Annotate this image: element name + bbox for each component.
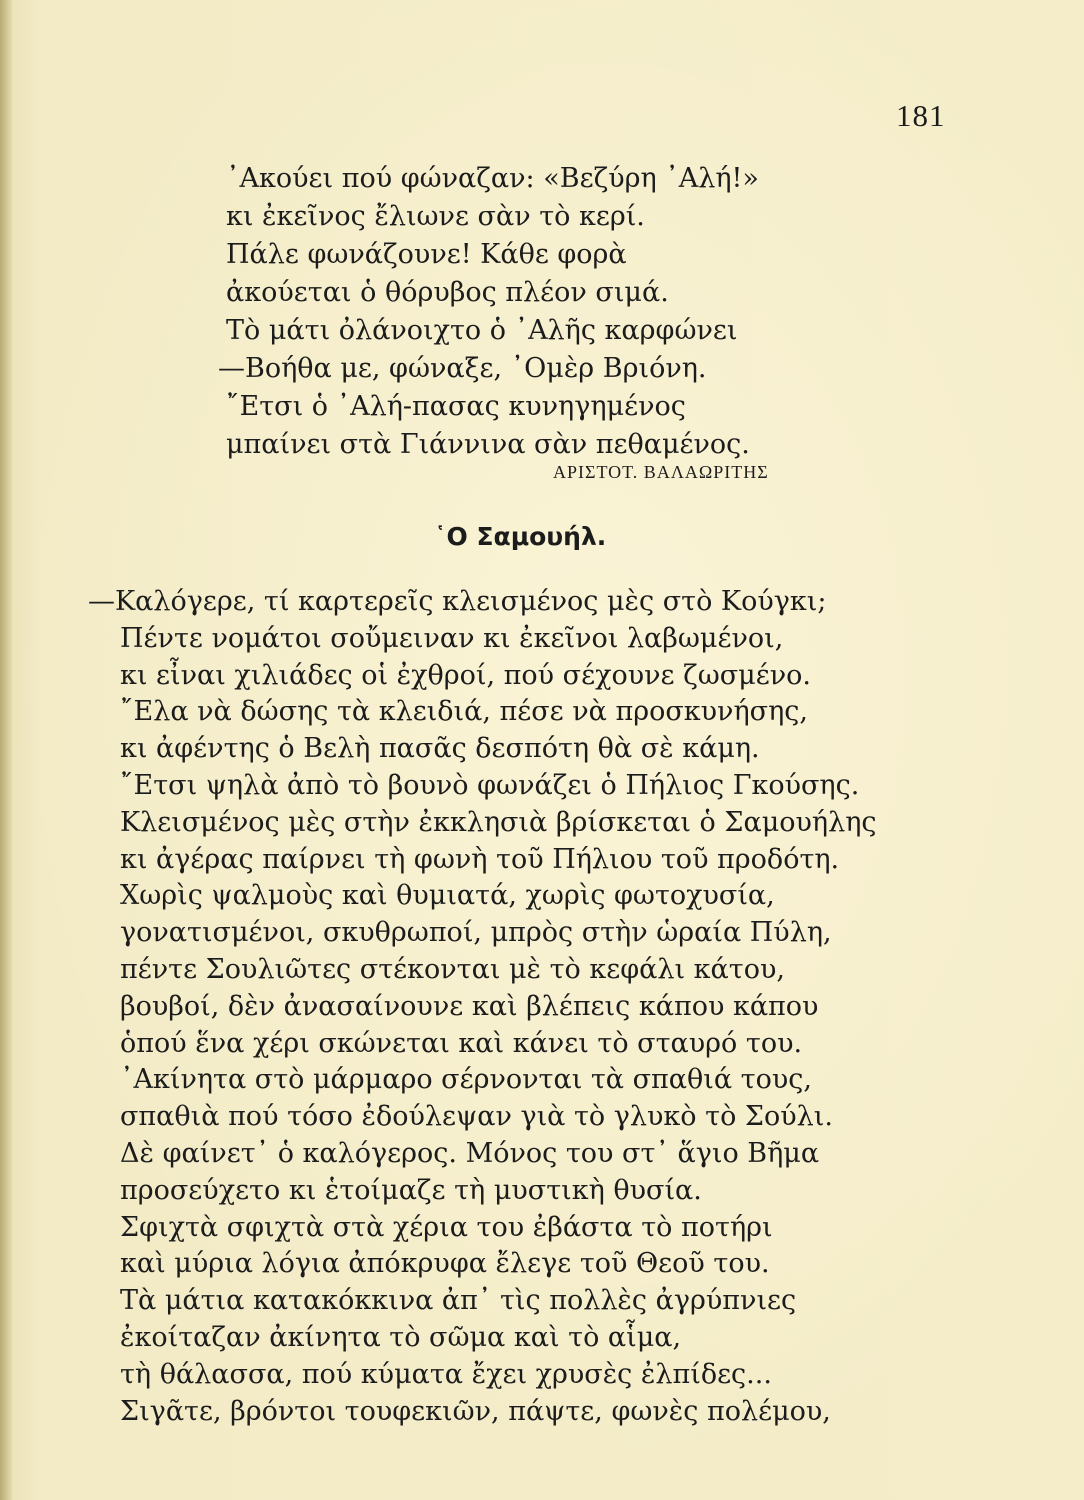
poem-line: ἀκούεται ὁ θόρυβος πλέον σιμά. — [226, 277, 669, 308]
poem-body — [88, 584, 912, 1430]
poem-line: κι ἀφέντης ὁ Βελὴ πασᾶς δεσπότη θὰ σὲ κάμη. — [120, 733, 760, 765]
poem-line: καὶ μύρια λόγια ἀπόκρυφα ἔλεγε τοῦ Θεοῦ του. — [120, 1248, 770, 1280]
poem-line: ἐκοίταζαν ἀκίνητα τὸ σῶμα καὶ τὸ αἷμα, — [120, 1321, 682, 1353]
poem-line: ᾿Ακίνητα στὸ μάρμαρο σέρνονται τὰ σπαθιά τους, — [120, 1064, 812, 1096]
page-number: 181 — [896, 98, 946, 133]
poem-line: ῎Ετσι ψηλὰ ἀπὸ τὸ βουνὸ φωνάζει ὁ Πήλιος Γκούσης. — [120, 769, 860, 801]
poem-line: ῎Ετσι ὁ ᾿Αλή-πασας κυνηγημένος — [226, 391, 686, 422]
poem-line: Σιγᾶτε, βρόντοι τουφεκιῶν, πάψτε, φωνὲς πολέμου, — [120, 1395, 831, 1427]
poem-line: κι εἶναι χιλιάδες οἱ ἐχθροί, πού σέχουνε ζωσμένο. — [120, 659, 811, 691]
poem-line: ὁπού ἕνα χέρι σκώνεται καὶ κάνει τὸ σταυρό του. — [120, 1027, 803, 1059]
poem-line: βουβοί, δὲν ἀνασαίνουνε καὶ βλέπεις κάπου κάπου — [120, 990, 819, 1022]
poem-line: τὴ θάλασσα, πού κύματα ἔχει χρυσὲς ἐλπίδες... — [120, 1358, 772, 1390]
poem-line: —Καλόγερε, τί καρτερεῖς κλεισμένος μὲς στὸ Κούγκι; — [88, 586, 827, 617]
page-binding-edge — [0, 0, 12, 1500]
poem-excerpt — [218, 160, 926, 464]
poem-line: σπαθιὰ πού τόσο ἐδούλεψαν γιὰ τὸ γλυκὸ τὸ Σούλι. — [120, 1101, 833, 1133]
poem-line: γονατισμένοι, σκυθρωποί, μπρὸς στὴν ὡραία Πύλη, — [120, 917, 832, 949]
poem-line: κι ἐκεῖνος ἔλιωνε σὰν τὸ κερί. — [226, 201, 645, 232]
poem-line: μπαίνει στὰ Γιάννινα σὰν πεθαμένος. — [226, 429, 750, 460]
poem-line: Τὸ μάτι ὀλάνοιχτο ὁ ᾿Αλῆς καρφώνει — [226, 315, 738, 346]
poem-title: ῾Ο Σαμουήλ. — [434, 522, 607, 551]
poem-line: κι ἀγέρας παίρνει τὴ φωνὴ τοῦ Πήλιου τοῦ προδότη. — [120, 843, 840, 875]
poem-line: ᾿Ακούει πού φώναζαν: «Βεζύρη ᾿Αλή!» — [226, 163, 759, 194]
poem-line: Τὰ μάτια κατακόκκινα ἀπ᾿ τὶς πολλὲς ἀγρύπνιες — [120, 1285, 797, 1317]
poem-line: Πέντε νομάτοι σοὔμειναν κι ἐκεῖνοι λαβωμένοι, — [120, 622, 784, 654]
poem-line: ῎Ελα νὰ δώσης τὰ κλειδιά, πέσε νὰ προσκυνήσης, — [120, 696, 808, 728]
poem-line: Σφιχτὰ σφιχτὰ στὰ χέρια του ἐβάστα τὸ ποτήρι — [120, 1211, 773, 1243]
poem-line: Δὲ φαίνετ᾿ ὁ καλόγερος. Μόνος του στ᾿ ἅγιο Βῆμα — [120, 1137, 820, 1169]
author-signature: ΑΡΙΣΤΟΤ. ΒΑΛΑΩΡΙΤΗΣ — [553, 462, 769, 482]
poem-line: Χωρὶς ψαλμοὺς καὶ θυμιατά, χωρὶς φωτοχυσία, — [120, 880, 775, 912]
poem-line: Πάλε φωνάζουνε! Κάθε φορὰ — [226, 239, 627, 270]
poem-line: προσεύχετο κι ἑτοίμαζε τὴ μυστικὴ θυσία. — [120, 1174, 702, 1206]
poem-line: —Βοήθα με, φώναξε, ᾿Ομὲρ Βριόνη. — [218, 353, 707, 384]
poem-line: Κλεισμένος μὲς στὴν ἐκκλησιὰ βρίσκεται ὁ Σαμουήλης — [120, 806, 877, 838]
poem-line: πέντε Σουλιῶτες στέκονται μὲ τὸ κεφάλι κάτου, — [120, 953, 785, 985]
